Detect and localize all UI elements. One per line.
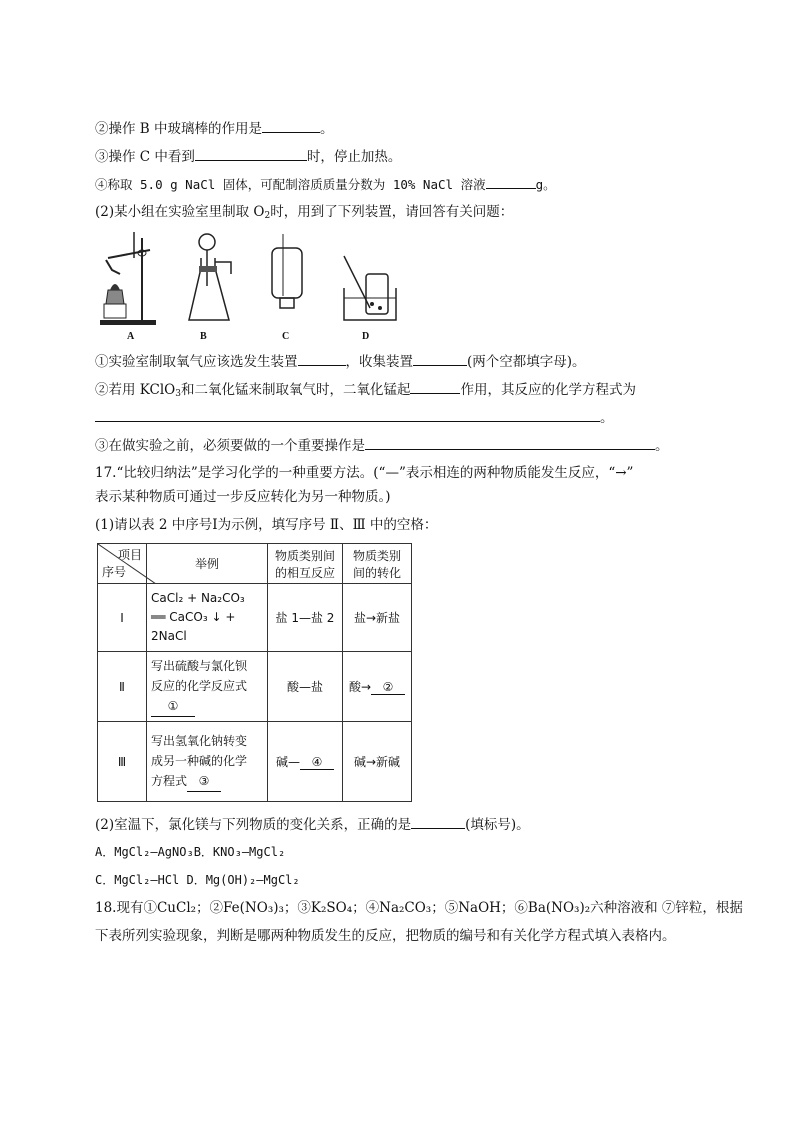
q16-line-2: ②操作 B 中玻璃棒的作用是 。 xyxy=(95,118,334,139)
q17-part-1: (1)请以表 2 中序号Ⅰ为示例，填写序号 Ⅱ、Ⅲ 中的空格： xyxy=(95,517,438,533)
header-reaction: 物质类别间 的相互反应 xyxy=(268,544,343,584)
row-conversion: 酸→ ② xyxy=(343,652,412,722)
row-conversion: 碱→新碱 xyxy=(343,722,412,802)
answer-blank[interactable] xyxy=(262,118,320,133)
apparatus-label-c: C xyxy=(282,331,290,342)
header-conversion: 物质类别 间的转化 xyxy=(343,544,412,584)
q16-sub-2-equation: 。 xyxy=(95,407,614,428)
header-item: 项目 xyxy=(117,548,142,562)
header-example: 举例 xyxy=(147,544,268,584)
answer-blank[interactable]: ④ xyxy=(300,755,334,770)
apparatus-label-a: A xyxy=(127,331,135,342)
q16-sub-2: ②若用 KClO$_3$和二氧化锰来制取氧气时，二氧化锰起 作用，其反应的化学方程式为 xyxy=(95,379,636,404)
apparatus-d-icon xyxy=(340,228,398,328)
answer-blank[interactable] xyxy=(365,435,655,450)
answer-blank[interactable] xyxy=(413,351,467,366)
q16-line-3: ③操作 C 中看到 时，停止加热。 xyxy=(95,146,401,167)
q17-line-1: 17.“比较归纳法”是学习化学的一种重要方法。(“—”表示相连的两种物质能发生反应，“→” xyxy=(95,465,634,481)
answer-blank[interactable] xyxy=(298,351,346,366)
answer-blank[interactable]: ③ xyxy=(187,771,221,792)
apparatus-b-icon xyxy=(185,228,235,328)
answer-blank[interactable]: ② xyxy=(371,680,405,695)
row-example: CaCl₂ + Na₂CO₃ ══ CaCO₃ ↓ + 2NaCl xyxy=(147,584,268,652)
row-conversion: 盐→新盐 xyxy=(343,584,412,652)
answer-blank[interactable] xyxy=(195,146,307,161)
q17-part-2: (2)室温下，氯化镁与下列物质的变化关系，正确的是 (填标号)。 xyxy=(95,814,530,835)
answer-blank[interactable] xyxy=(486,174,536,189)
answer-blank[interactable] xyxy=(410,379,460,394)
row-reaction: 碱— ④ xyxy=(268,722,343,802)
apparatus-label-d: D xyxy=(362,331,370,342)
answer-blank[interactable]: ① xyxy=(151,696,195,717)
q16-sub-3: ③在做实验之前，必须要做的一个重要操作是 。 xyxy=(95,435,669,456)
row-number: Ⅱ xyxy=(98,652,147,722)
answer-blank[interactable] xyxy=(411,814,465,829)
row-number: Ⅲ xyxy=(98,722,147,802)
q16-sub-1: ①实验室制取氧气应该选发生装置 ，收集装置 (两个空都填字母)。 xyxy=(95,351,586,372)
row-example: 写出氢氧化钠转变 成另一种碱的化学 方程式 ③ xyxy=(147,722,268,802)
q18-line-2: 下表所列实验现象，判断是哪两种物质发生的反应，把物质的编号和有关化学方程式填入表格内。 xyxy=(95,928,676,944)
q18-line-1: 18.现有①CuCl₂；②Fe(NO₃)₃；③K₂SO₄；④Na₂CO₃；⑤NaOH；⑥Ba(NO₃)₂六种溶液和 ⑦锌粒，根据 xyxy=(95,900,743,916)
q17-line-2: 表示某种物质可通过一步反应转化为另一种物质。) xyxy=(95,489,391,505)
q17-options-ab: A．MgCl₂—AgNO₃B．KNO₃—MgCl₂ xyxy=(95,845,286,859)
q17-options-cd: C．MgCl₂—HCl D．Mg(OH)₂—MgCl₂ xyxy=(95,873,300,887)
row-number: Ⅰ xyxy=(98,584,147,652)
header-number: 序号 xyxy=(102,565,127,579)
apparatus-label-b: B xyxy=(200,331,207,342)
table-row xyxy=(98,652,412,722)
answer-blank[interactable] xyxy=(95,407,600,422)
row-example: 写出硫酸与氯化钡 反应的化学反应式 ① xyxy=(147,652,268,722)
table-row xyxy=(98,722,412,802)
apparatus-a-icon xyxy=(98,228,160,328)
table-row xyxy=(98,584,412,652)
apparatus-c-icon xyxy=(268,228,308,328)
q16-line-4: ④称取 5.0 g NaCl 固体，可配制溶质质量分数为 10% NaCl 溶液 g。 xyxy=(95,174,556,195)
q16-part-2: (2)某小组在实验室里制取 $O_2$时，用到了下列装置，请回答有关问题： xyxy=(95,204,514,221)
q17-table xyxy=(97,543,412,802)
table-header-diagonal xyxy=(98,544,147,584)
row-reaction: 酸—盐 xyxy=(268,652,343,722)
row-reaction: 盐 1—盐 2 xyxy=(268,584,343,652)
